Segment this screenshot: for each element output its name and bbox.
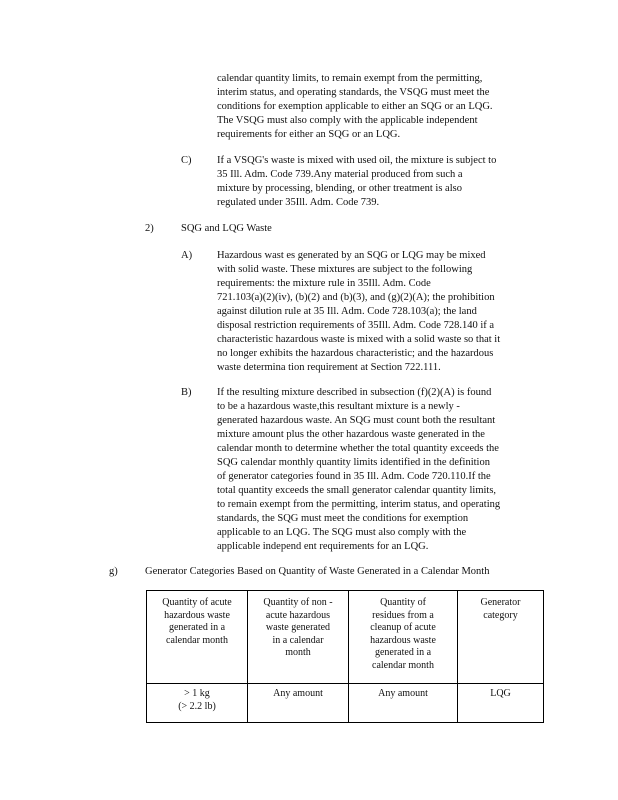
paragraph-line: waste determina tion requirement at Section 722.111.	[217, 362, 441, 373]
paragraph-line: If the resulting mixture described in subsection (f)(2)(A) is found	[217, 387, 492, 398]
cell-acute-quantity	[147, 684, 248, 723]
item-a-marker: A)	[181, 250, 193, 261]
header-line: waste generated	[265, 622, 331, 633]
paragraph-line: interim status, and operating standards, the VSQG must meet the	[217, 87, 490, 98]
section-g-title: Generator Categories Based on Quantity of Waste Generated in a Calendar Month	[145, 566, 490, 577]
paragraph-line: SQG calendar monthly quantity limits identified in the definition	[217, 457, 490, 468]
paragraph-line: applicable to an LQG. The SQG must also comply with the	[217, 527, 467, 538]
cell-line: > 1 kg	[184, 688, 210, 699]
cell-line: (> 2.2 lb)	[178, 700, 216, 712]
paragraph-line: conditions for exemption applicable to either an SQG or an LQG.	[217, 101, 493, 112]
paragraph-line: total quantity exceeds the small generator calendar quantity limits,	[217, 485, 497, 496]
header-line: Quantity of	[380, 597, 426, 608]
paragraph-line: mixture amount plus the other hazardous waste generated in the	[217, 429, 485, 440]
paragraph-line: 721.103(a)(2)(iv), (b)(2) and (b)(3), and (g)(2)(A); the prohibition	[217, 292, 495, 303]
header-line: residues from a	[372, 609, 434, 621]
header-line: acute hazardous	[265, 609, 331, 621]
header-line: Quantity of non -	[263, 597, 333, 608]
header-line: in a calendar	[272, 634, 324, 646]
header-line: calendar month	[372, 659, 434, 671]
cell-line: LQG	[490, 688, 511, 699]
item-b-marker: B)	[181, 387, 192, 398]
paragraph-line: 35 Ill. Adm. Code 739.Any material produced from such a	[217, 169, 463, 180]
cell-line: Any amount	[378, 688, 428, 699]
paragraph-line: The VSQG must also comply with the applicable independent	[217, 115, 478, 126]
header-line: generated in a	[168, 622, 226, 633]
paragraph-line: of generator categories found in 35 Ill. Adm. Code 720.110.If the	[217, 471, 491, 482]
paragraph-line: to remain exempt from the permitting, interim status, and operating	[217, 499, 501, 510]
header-line: month	[285, 647, 311, 658]
cell-generator-category	[458, 684, 544, 723]
header-line: category	[483, 609, 518, 621]
header-line: cleanup of acute	[370, 622, 436, 633]
paragraph-line: requirements for either an SQG or an LQG.	[217, 129, 401, 140]
header-line: Quantity of acute	[162, 597, 232, 608]
generator-categories-table	[146, 590, 544, 723]
paragraph-line: regulated under 35Ill. Adm. Code 739.	[217, 197, 380, 208]
table-row	[147, 684, 544, 723]
header-non-acute-quantity	[248, 591, 349, 684]
paragraph-line: standards, the SQG must meet the conditions for exemption	[217, 513, 469, 524]
paragraph-line: Hazardous wast es generated by an SQG or LQG may be mixed	[217, 250, 486, 261]
cell-line: Any amount	[273, 688, 323, 699]
section-g-marker: g)	[109, 566, 118, 577]
header-line: Generator	[480, 597, 521, 608]
paragraph-line: calendar month to determine whether the total quantity exceeds the	[217, 443, 499, 454]
paragraph-line: disposal restriction requirements of 35Ill. Adm. Code 728.140 if a	[217, 320, 495, 331]
paragraph-line: generated hazardous waste. An SQG must count both the resultant	[217, 415, 496, 426]
paragraph-line: characteristic hazardous waste is mixed with a solid waste so that it	[217, 334, 501, 345]
header-line: hazardous waste	[370, 634, 436, 646]
cell-non-acute-quantity	[248, 684, 349, 723]
header-line: calendar month	[166, 634, 228, 646]
section-2-marker: 2)	[145, 223, 154, 234]
table-header-row	[147, 591, 544, 684]
paragraph-line: no longer exhibits the hazardous characteristic; and the hazardous	[217, 348, 494, 359]
cell-residues-quantity	[349, 684, 458, 723]
header-line: generated in a	[374, 647, 432, 658]
header-residues-quantity	[349, 591, 458, 684]
paragraph-line: If a VSQG's waste is mixed with used oil, the mixture is subject to	[217, 155, 497, 166]
paragraph-line: to be a hazardous waste,this resultant mixture is a newly -	[217, 401, 460, 412]
paragraph-line: applicable independ ent requirements for an LQG.	[217, 541, 429, 552]
header-line: hazardous waste	[164, 609, 230, 621]
item-c-marker: C)	[181, 155, 192, 166]
paragraph-line: with solid waste. These mixtures are subject to the following	[217, 264, 473, 275]
section-2-title: SQG and LQG Waste	[181, 223, 272, 234]
paragraph-line: calendar quantity limits, to remain exempt from the permitting,	[217, 73, 483, 84]
header-generator-category	[458, 591, 544, 684]
paragraph-line: against dilution rule at 35 Ill. Adm. Code 728.103(a); the land	[217, 306, 477, 317]
paragraph-line: requirements: the mixture rule in 35Ill. Adm. Code	[217, 278, 431, 289]
header-acute-quantity	[147, 591, 248, 684]
paragraph-line: mixture by processing, blending, or other treatment is also	[217, 183, 462, 194]
